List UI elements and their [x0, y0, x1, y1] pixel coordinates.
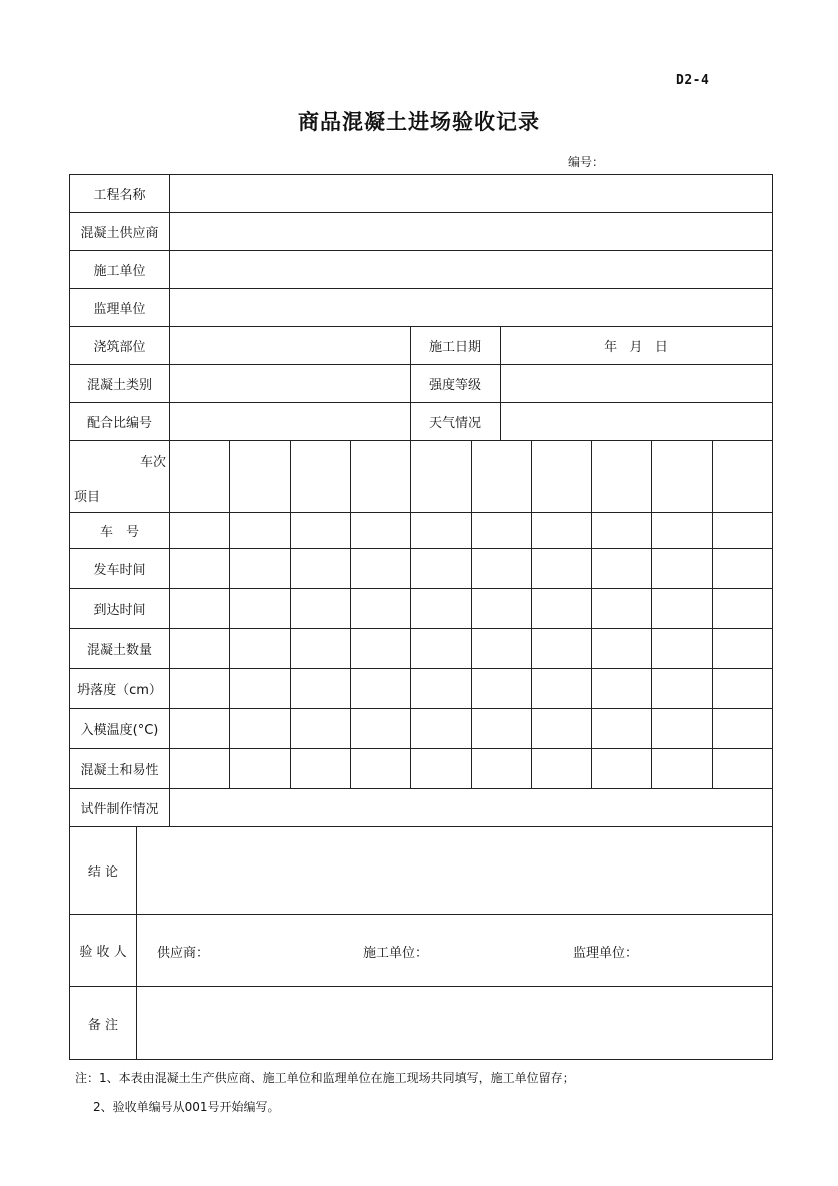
trip-header-cell[interactable] — [351, 441, 410, 512]
trip-data-cell[interactable] — [351, 549, 410, 588]
grid-row-label-quantity: 混凝土数量 — [86, 642, 152, 658]
grid-row-label-depart-time: 发车时间 — [93, 562, 146, 578]
corner-trip-label: 车次 — [140, 455, 167, 470]
label-mix-ratio-no: 配合比编号 — [86, 415, 152, 431]
rule — [69, 402, 773, 403]
trip-data-cell[interactable] — [411, 513, 471, 548]
grid-row-label-workability: 混凝土和易性 — [80, 762, 159, 778]
trip-data-cell[interactable] — [532, 709, 591, 748]
trip-data-cell[interactable] — [230, 749, 290, 788]
note-2: 2、验收单编号从001号开始编写。 — [93, 1100, 280, 1114]
supervision-unit-field[interactable] — [170, 288, 772, 326]
trip-data-cell[interactable] — [713, 513, 772, 548]
trip-data-cell[interactable] — [713, 589, 772, 628]
grid-row-label-temperature: 入模温度(°C) — [80, 722, 159, 738]
trip-data-cell[interactable] — [230, 589, 290, 628]
trip-header-cell[interactable] — [592, 441, 651, 512]
trip-data-cell[interactable] — [472, 749, 531, 788]
trip-header-cell[interactable] — [230, 441, 290, 512]
rule — [69, 788, 773, 789]
supplier-field[interactable] — [170, 212, 772, 250]
trip-data-cell[interactable] — [291, 629, 350, 668]
trip-data-cell[interactable] — [411, 589, 471, 628]
table-border-left — [69, 174, 70, 1060]
label-construction-unit: 施工单位 — [93, 263, 146, 279]
trip-data-cell[interactable] — [713, 669, 772, 708]
corner-item-label: 项目 — [74, 490, 101, 505]
label-remarks: 备 注 — [87, 1017, 119, 1033]
rule — [69, 288, 773, 289]
pour-location-field[interactable] — [170, 326, 410, 364]
project-name-field[interactable] — [170, 175, 772, 212]
label-project-name: 工程名称 — [93, 188, 146, 203]
trip-data-cell[interactable] — [170, 629, 229, 668]
trip-data-cell[interactable] — [713, 549, 772, 588]
trip-data-cell[interactable] — [532, 513, 591, 548]
trip-data-cell[interactable] — [411, 549, 471, 588]
table-border-right — [772, 174, 773, 1060]
label-construction-date: 施工日期 — [428, 339, 481, 355]
acceptor-supervision-label: 监理单位： — [573, 946, 639, 961]
table-border-top — [69, 174, 773, 175]
trip-data-cell[interactable] — [351, 749, 410, 788]
acceptor-supplier-label: 供应商： — [157, 946, 210, 961]
trip-data-cell[interactable] — [532, 749, 591, 788]
remarks-field[interactable] — [137, 986, 772, 1060]
trip-data-cell[interactable] — [411, 749, 471, 788]
trip-data-cell[interactable] — [592, 629, 651, 668]
label-supervision-unit: 监理单位 — [93, 301, 146, 317]
trip-data-cell[interactable] — [592, 513, 651, 548]
trip-data-cell[interactable] — [351, 629, 410, 668]
specimen-field[interactable] — [170, 788, 772, 826]
rule — [69, 826, 773, 827]
form-code: D2-4 — [676, 73, 710, 88]
trip-data-cell[interactable] — [472, 549, 531, 588]
trip-data-cell[interactable] — [592, 709, 651, 748]
trip-data-cell[interactable] — [351, 669, 410, 708]
trip-data-cell[interactable] — [472, 669, 531, 708]
grid-row-label-vehicle-no: 车 号 — [99, 524, 139, 540]
note-1: 注：1、本表由混凝土生产供应商、施工单位和监理单位在施工现场共同填写，施工单位留存； — [75, 1071, 575, 1085]
construction-unit-field[interactable] — [170, 250, 772, 288]
conclusion-field[interactable] — [137, 826, 772, 914]
date-placeholder[interactable]: 年 月 日 — [604, 339, 668, 355]
trip-data-cell[interactable] — [170, 669, 229, 708]
trip-data-cell[interactable] — [532, 549, 591, 588]
trip-data-cell[interactable] — [532, 669, 591, 708]
trip-data-cell[interactable] — [230, 549, 290, 588]
trip-header-cell[interactable] — [170, 441, 229, 512]
trip-data-cell[interactable] — [592, 589, 651, 628]
trip-data-cell[interactable] — [652, 749, 712, 788]
trip-data-cell[interactable] — [713, 749, 772, 788]
trip-data-cell[interactable] — [592, 549, 651, 588]
label-concrete-type: 混凝土类别 — [86, 377, 152, 393]
label-conclusion: 结 论 — [87, 864, 119, 880]
trip-data-cell[interactable] — [230, 629, 290, 668]
trip-data-cell[interactable] — [411, 629, 471, 668]
trip-data-cell[interactable] — [291, 589, 350, 628]
label-specimen: 试件制作情况 — [80, 801, 159, 817]
label-strength-grade: 强度等级 — [428, 377, 481, 393]
trip-data-cell[interactable] — [652, 629, 712, 668]
trip-data-cell[interactable] — [411, 709, 471, 748]
trip-data-cell[interactable] — [230, 513, 290, 548]
trip-data-cell[interactable] — [652, 589, 712, 628]
mix-ratio-no-field[interactable] — [170, 402, 410, 440]
trip-data-cell[interactable] — [291, 513, 350, 548]
grid-row-label-slump: 坍落度（cm） — [77, 682, 162, 698]
page-title: 商品混凝土进场验收记录 — [298, 110, 540, 134]
trip-data-cell[interactable] — [592, 669, 651, 708]
rule — [410, 326, 411, 441]
trip-data-cell[interactable] — [472, 513, 531, 548]
trip-data-cell[interactable] — [291, 749, 350, 788]
trip-data-cell[interactable] — [472, 709, 531, 748]
trip-data-cell[interactable] — [532, 629, 591, 668]
trip-data-cell[interactable] — [351, 589, 410, 628]
trip-header-cell[interactable] — [472, 441, 531, 512]
table-border-bottom — [69, 1059, 773, 1060]
trip-data-cell[interactable] — [652, 513, 712, 548]
trip-data-cell[interactable] — [291, 669, 350, 708]
rule — [69, 986, 773, 987]
label-acceptor: 验 收 人 — [79, 944, 127, 960]
trip-data-cell[interactable] — [713, 629, 772, 668]
rule — [136, 826, 137, 1060]
trip-data-cell[interactable] — [170, 749, 229, 788]
trip-header-cell[interactable] — [291, 441, 350, 512]
trip-data-cell[interactable] — [713, 709, 772, 748]
trip-data-cell[interactable] — [170, 513, 229, 548]
rule — [500, 326, 501, 441]
trip-data-cell[interactable] — [472, 589, 531, 628]
weather-field[interactable] — [501, 402, 772, 440]
trip-data-cell[interactable] — [170, 549, 229, 588]
trip-data-cell[interactable] — [472, 629, 531, 668]
trip-data-cell[interactable] — [532, 589, 591, 628]
trip-data-cell[interactable] — [351, 709, 410, 748]
trip-data-cell[interactable] — [652, 709, 712, 748]
trip-header-cell[interactable] — [713, 441, 772, 512]
label-weather: 天气情况 — [428, 415, 481, 431]
label-pour-location: 浇筑部位 — [93, 339, 146, 355]
rule — [69, 914, 773, 915]
trip-header-cell[interactable] — [652, 441, 712, 512]
rule — [69, 326, 773, 327]
rule — [69, 364, 773, 365]
acceptor-construction-label: 施工单位： — [363, 946, 429, 961]
trip-data-cell[interactable] — [291, 709, 350, 748]
trip-data-cell[interactable] — [592, 749, 651, 788]
trip-data-cell[interactable] — [652, 669, 712, 708]
trip-data-cell[interactable] — [291, 549, 350, 588]
trip-header-cell[interactable] — [532, 441, 591, 512]
trip-data-cell[interactable] — [351, 513, 410, 548]
grid-row-label-arrival-time: 到达时间 — [93, 602, 146, 618]
serial-number-label: 编号： — [568, 155, 605, 169]
strength-grade-field[interactable] — [501, 364, 772, 402]
trip-data-cell[interactable] — [230, 669, 290, 708]
label-supplier: 混凝土供应商 — [80, 225, 159, 241]
trip-header-cell[interactable] — [411, 441, 471, 512]
concrete-type-field[interactable] — [170, 364, 410, 402]
rule — [69, 212, 773, 213]
trip-data-cell[interactable] — [230, 709, 290, 748]
trip-data-cell[interactable] — [652, 549, 712, 588]
trip-data-cell[interactable] — [170, 709, 229, 748]
rule — [69, 250, 773, 251]
trip-data-cell[interactable] — [411, 669, 471, 708]
trip-data-cell[interactable] — [170, 589, 229, 628]
